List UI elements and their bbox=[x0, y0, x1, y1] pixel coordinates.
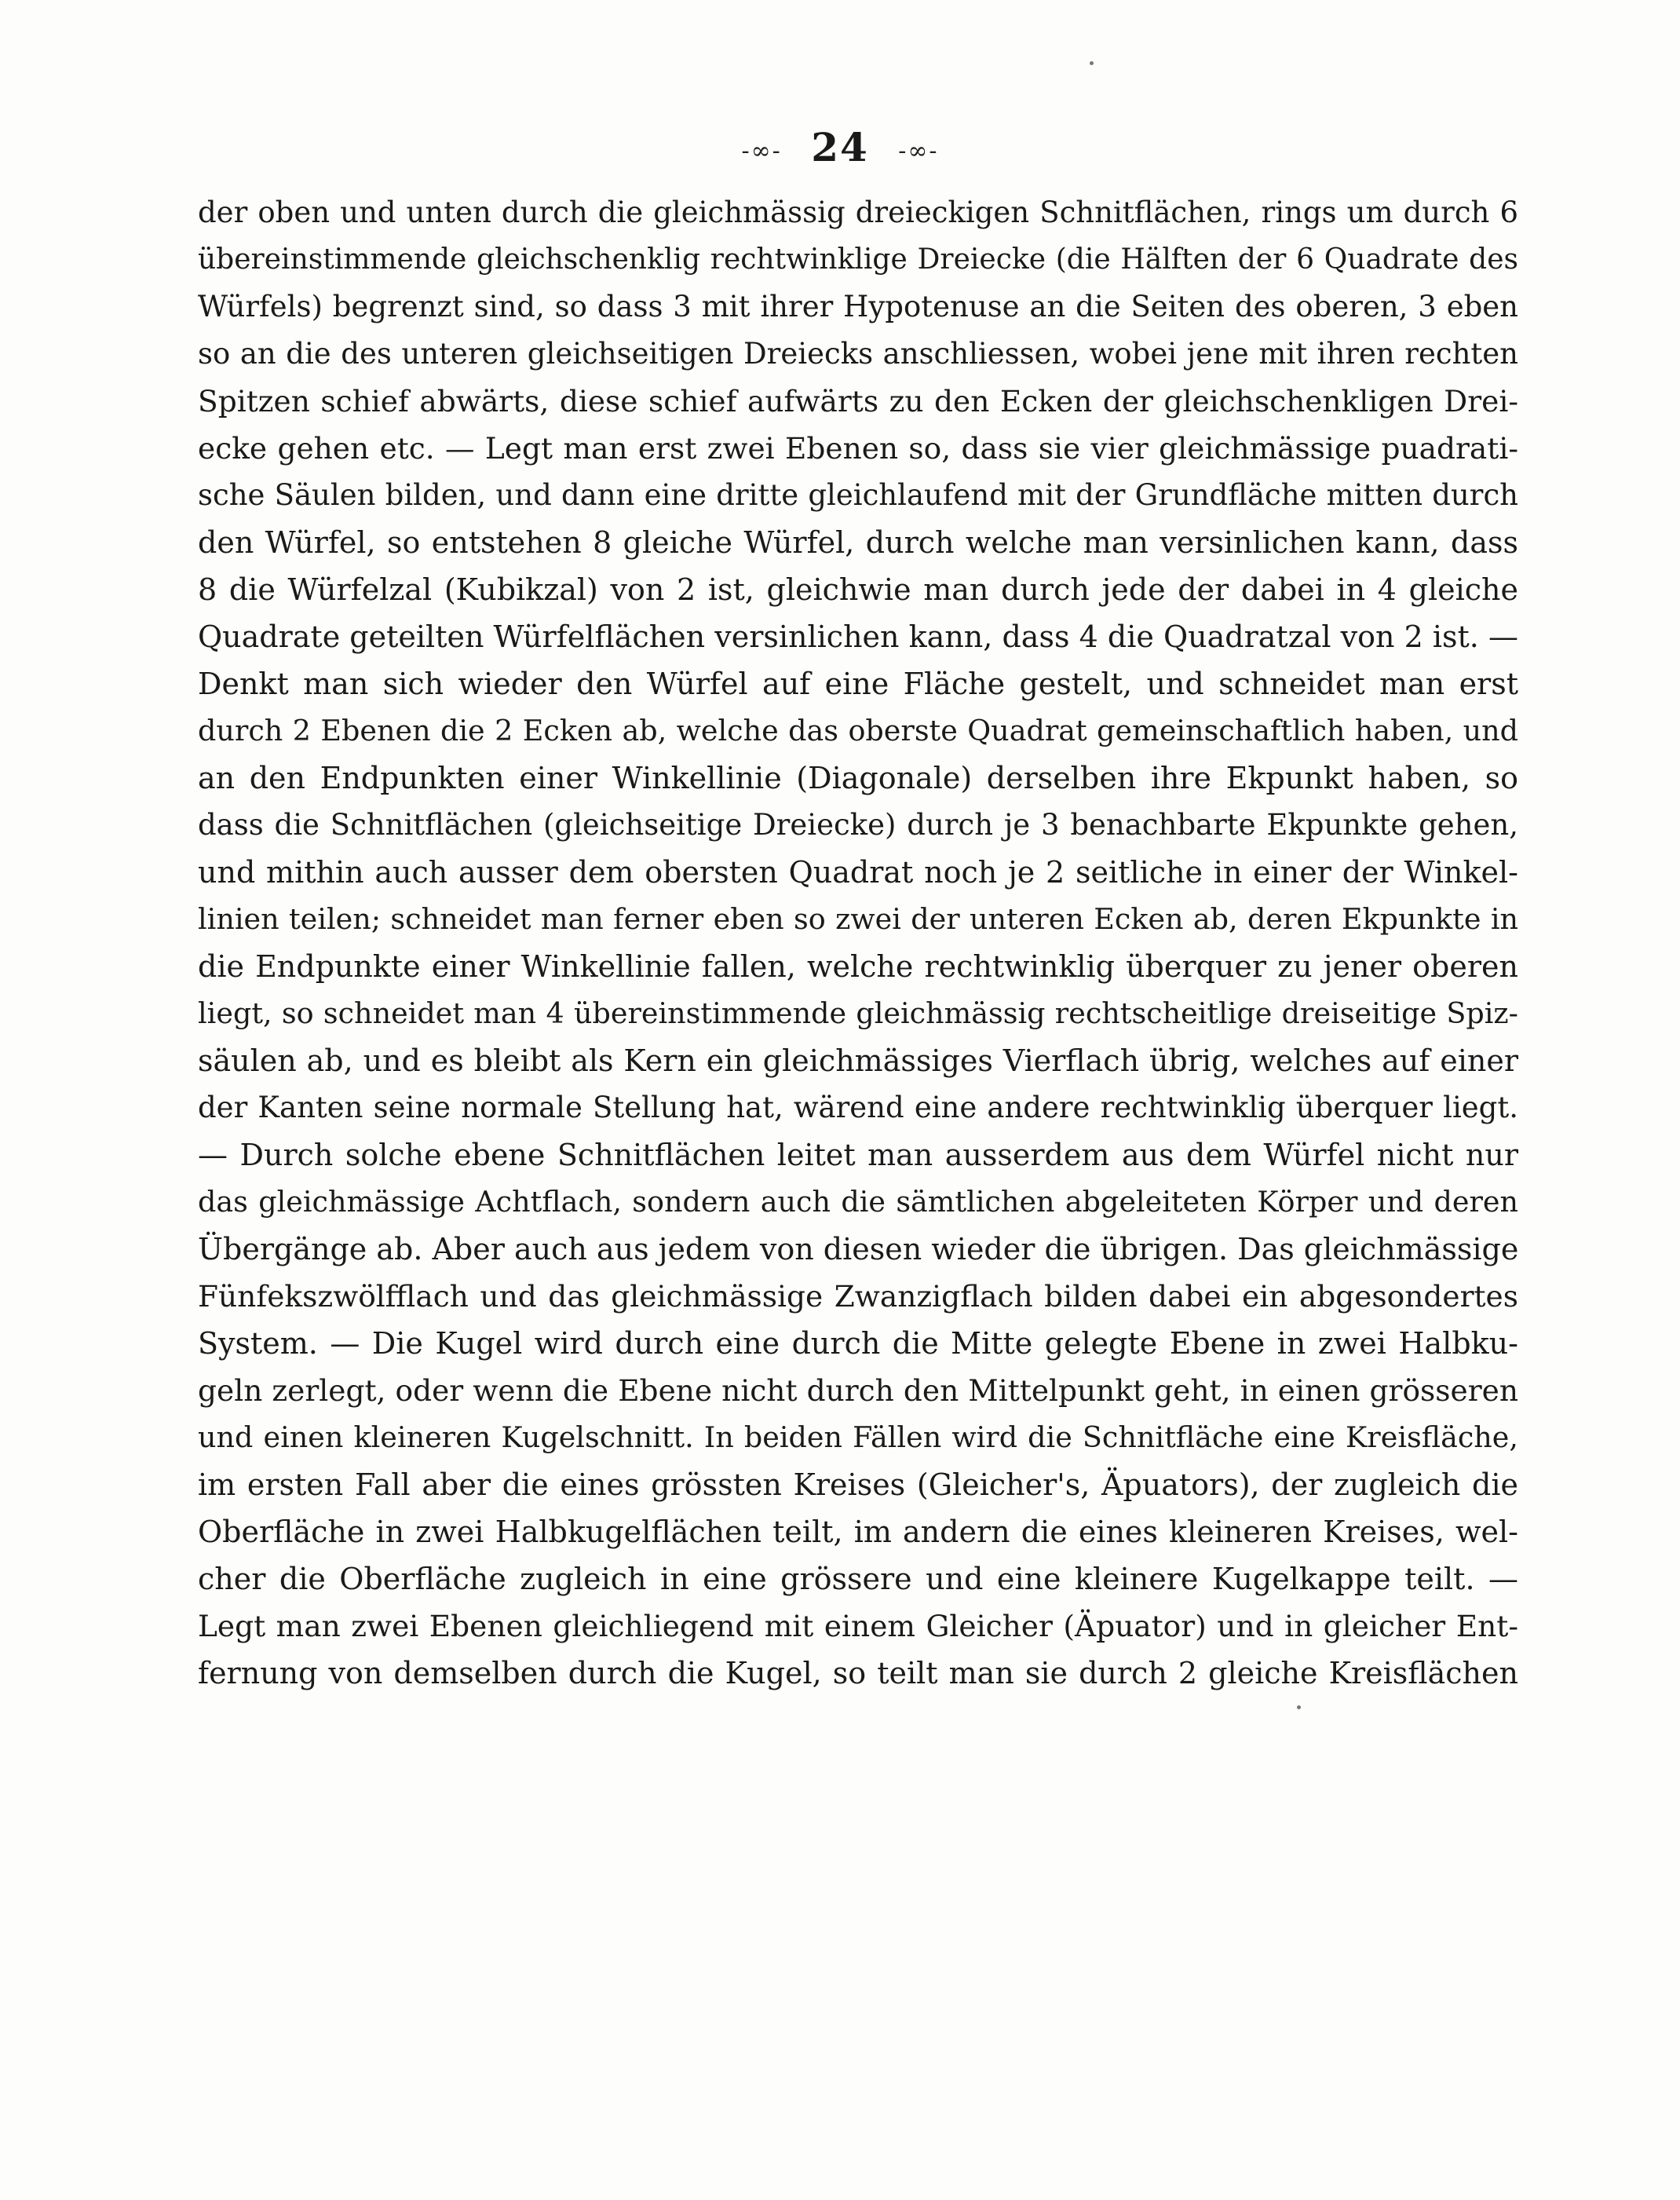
page-header bbox=[0, 124, 1680, 170]
text-line: System. — Die Kugel wird durch eine durch die Mitte gelegte Ebene in zwei Halbku- bbox=[198, 1326, 1518, 1361]
text-line: fernung von demselben durch die Kugel, so teilt man sie durch 2 gleiche Kreisflächen bbox=[198, 1656, 1518, 1690]
text-line: so an die des unteren gleichseitigen Dreiecks anschliessen, wobei jene mit ihren rechten bbox=[198, 337, 1518, 371]
text-line: liegt, so schneidet man 4 übereinstimmende gleichmässig rechtscheitlige dreiseitige Spiz- bbox=[198, 996, 1518, 1030]
text-line: Würfels) begrenzt sind, so dass 3 mit ihrer Hypotenuse an die Seiten des oberen, 3 eben bbox=[198, 290, 1518, 323]
text-line: säulen ab, und es bleibt als Kern ein gleichmässiges Vierflach übrig, welches auf einer bbox=[198, 1043, 1518, 1078]
text-line: 8 die Würfelzal (Kubikzal) von 2 ist, gleichwie man durch jede der dabei in 4 gleiche bbox=[198, 572, 1518, 607]
text-line: Oberfläche in zwei Halbkugelflächen teilt, im andern die eines kleineren Kreises, wel- bbox=[198, 1515, 1518, 1549]
text-line: im ersten Fall aber die eines grössten Kreises (Gleicher's, Äpuators), der zugleich die bbox=[198, 1467, 1518, 1502]
body-text bbox=[198, 189, 1518, 1697]
text-line: Quadrate geteilten Würfelflächen versinlichen kann, dass 4 die Quadratzal von 2 ist. — bbox=[198, 619, 1518, 654]
text-line: ecke gehen etc. — Legt man erst zwei Ebenen so, dass sie vier gleichmässige puadrati- bbox=[198, 431, 1518, 466]
text-line: linien teilen; schneidet man ferner eben so zwei der unteren Ecken ab, deren Ekpunkte in bbox=[198, 902, 1518, 936]
text-line: geln zerlegt, oder wenn die Ebene nicht durch den Mittelpunkt geht, in einen grösseren bbox=[198, 1373, 1518, 1408]
paper-speck bbox=[1297, 1705, 1301, 1709]
text-line: der oben und unten durch die gleichmässig dreieckigen Schnitflächen, rings um durch 6 bbox=[198, 196, 1518, 229]
text-line: Fünfekszwölfflach und das gleichmässige Zwanzigflach bilden dabei ein abgesondertes bbox=[198, 1279, 1518, 1314]
text-line: Legt man zwei Ebenen gleichliegend mit einem Gleicher (Äpuator) und in gleicher Ent- bbox=[198, 1609, 1518, 1643]
text-line: Übergänge ab. Aber auch aus jedem von diesen wieder die übrigen. Das gleichmässige bbox=[198, 1232, 1519, 1266]
text-line: der Kanten seine normale Stellung hat, wärend eine andere rechtwinklig überquer liegt. bbox=[198, 1091, 1518, 1124]
text-line: und einen kleineren Kugelschnitt. In beiden Fällen wird die Schnitfläche eine Kreisfläche, bbox=[198, 1420, 1518, 1454]
text-line: cher die Oberfläche zugleich in eine grössere und eine kleinere Kugelkappe teilt. — bbox=[198, 1562, 1518, 1596]
text-line: durch 2 Ebenen die 2 Ecken ab, welche das oberste Quadrat gemeinschaftlich haben, und bbox=[198, 714, 1518, 747]
text-line: das gleichmässige Achtflach, sondern auch die sämtlichen abgeleiteten Körper und deren bbox=[198, 1185, 1518, 1219]
text-line: übereinstimmende gleichschenklig rechtwinklige Dreiecke (die Hälften der 6 Quadrate des bbox=[198, 243, 1518, 276]
text-line: an den Endpunkten einer Winkellinie (Diagonale) derselben ihre Ekpunkt haben, so bbox=[198, 761, 1518, 795]
text-line: und mithin auch ausser dem obersten Quadrat noch je 2 seitliche in einer der Winkel- bbox=[198, 855, 1518, 890]
text-line: — Durch solche ebene Schnitflächen leitet man ausserdem aus dem Würfel nicht nur bbox=[198, 1138, 1518, 1172]
ornament-left-icon: -∞- bbox=[741, 137, 782, 165]
ornament-right-icon: -∞- bbox=[898, 137, 939, 165]
text-line: Spitzen schief abwärts, diese schief aufwärts zu den Ecken der gleichschenkligen Drei- bbox=[198, 384, 1518, 418]
paper-speck bbox=[1090, 61, 1094, 65]
text-line: die Endpunkte einer Winkellinie fallen, welche rechtwinklig überquer zu jener oberen bbox=[198, 949, 1518, 984]
text-line: dass die Schnitflächen (gleichseitige Dreiecke) durch je 3 benachbarte Ekpunkte gehen, bbox=[198, 808, 1518, 842]
page-number: 24 bbox=[811, 124, 869, 170]
text-line: den Würfel, so entstehen 8 gleiche Würfel, durch welche man versinlichen kann, dass bbox=[198, 525, 1518, 560]
text-line: Denkt man sich wieder den Würfel auf eine Fläche gestelt, und schneidet man erst bbox=[198, 667, 1518, 701]
text-line: sche Säulen bilden, und dann eine dritte gleichlaufend mit der Grundfläche mitten durch bbox=[198, 478, 1518, 512]
